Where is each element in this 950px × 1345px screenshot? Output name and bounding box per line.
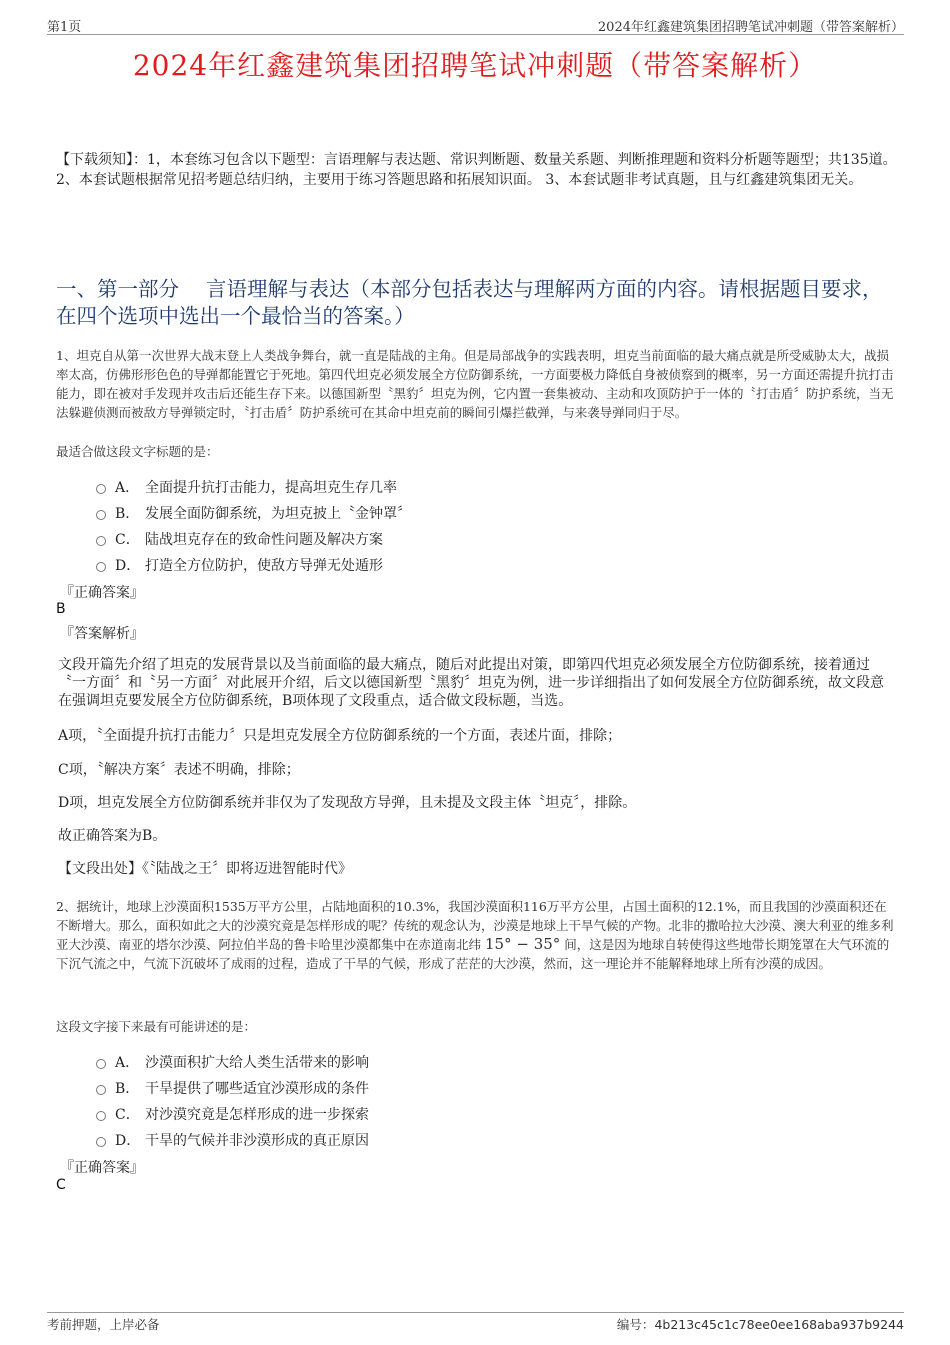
option-letter: D． (115, 558, 141, 574)
question-2-text-after: 间，这是因为地球自转使得这些地带长期笼罩在大气环流的下沉气流之中，气流下沉破坏了成雨的过程，造成了干旱的气候，形成了茫茫的大沙漠，然而，这一理论并不能解释地球上所有沙漠的成因。 (56, 937, 890, 971)
code-label: 编号： (616, 1317, 655, 1332)
analysis-paragraph: C项，〝解决方案〞表述不明确，排除； (58, 762, 300, 778)
question-1-option-b[interactable] (96, 503, 411, 523)
question-1-answer: B (56, 601, 66, 617)
document-code (617, 1315, 904, 1333)
source-citation: 【文段出处】《〝陆战之王〞即将迈进智能时代》 (58, 861, 352, 877)
analysis-paragraph: 故正确答案为B。 (58, 828, 167, 844)
question-1-option-d[interactable] (96, 555, 383, 575)
page-number: 第1页 (47, 20, 82, 35)
question-1-answer-label: 『正确答案』 (60, 585, 144, 601)
radio-icon[interactable] (96, 1137, 106, 1147)
question-2-answer-label: 『正确答案』 (60, 1160, 144, 1176)
section-title: 一、第一部分 言语理解与表达（本部分包括表达与理解两方面的内容。请根据题目要求，在四个选项中选出一个最恰当的答案。） (56, 277, 883, 328)
question-2-text (56, 897, 898, 973)
option-text: 陆战坦克存在的致命性问题及解决方案 (145, 532, 383, 548)
radio-icon[interactable] (96, 1111, 106, 1121)
analysis-paragraph: D项，坦克发展全方位防御系统并非仅为了发现敌方导弹，且未提及文段主体〝坦克〞，排除。 (58, 795, 637, 811)
question-1-option-a[interactable] (96, 477, 397, 497)
option-text: 干旱的气候并非沙漠形成的真正原因 (145, 1133, 369, 1149)
option-text: 发展全面防御系统，为坦克披上〝金钟罩〞 (145, 506, 411, 522)
analysis-paragraph: 文段开篇先介绍了坦克的发展背景以及当前面临的最大痛点，随后对此提出对策，即第四代坦克必须发展全方位防御系统，接着通过〝一方面〞和〝另一方面〞对此展开介绍，后文以德国新型〝黑豹〞坦克为例，进一步详细指出了如何发展全方位防御系统，故文段意在强调坦克要发展全方位防御系统，B项体现了文段重点，适合做文段标题，当选。 (58, 657, 884, 709)
option-text: 干旱提供了哪些适宜沙漠形成的条件 (145, 1081, 369, 1097)
latitude-range: 15° − 35° (485, 935, 561, 953)
question-2-option-b[interactable] (96, 1078, 369, 1098)
page-title: 2024年红鑫建筑集团招聘笔试冲刺题（带答案解析） (132, 49, 818, 82)
radio-icon[interactable] (96, 1085, 106, 1095)
option-text: 对沙漠究竟是怎样形成的进一步探索 (145, 1107, 369, 1123)
question-2-text-before: 2、据统计，地球上沙漠面积1535万平方公里，占陆地面积的10.3%，我国沙漠面积116万平方公里，占国土面积的12.1%，而且我国的沙漠面积还在不断增大。那么，面积如此之大的沙漠究竟是怎样形成的呢？传统的观念认为，沙漠是地球上干旱气候的产物。北非的撒哈拉大沙漠、澳大利亚的维多利亚大沙漠、南亚的塔尔沙漠、阿拉伯半岛的鲁卡哈里沙漠都集中在赤道南北纬 (56, 899, 894, 952)
option-text: 全面提升抗打击能力，提高坦克生存几率 (145, 480, 397, 496)
code-value: 4b213c45c1c78ee0ee168aba937b9244 (654, 1317, 904, 1332)
question-2-answer: C (56, 1177, 66, 1193)
download-notice: 【下载须知】：1，本套练习包含以下题型：言语理解与表达题、常识判断题、数量关系题、判断推理题和资料分析题等题型；共135道。 2、本套试题根据常见招考题总结归纳，主要用于练习答题思路和拓展知识面。 3、本套试题非考试真题，且与红鑫建筑集团无关。 (56, 152, 897, 188)
question-1-option-c[interactable] (96, 529, 383, 549)
page-footer (47, 1312, 904, 1333)
option-letter: C． (115, 532, 140, 548)
option-text: 打造全方位防护，使敌方导弹无处遁形 (145, 558, 383, 574)
question-1-prompt: 最适合做这段文字标题的是： (56, 444, 219, 459)
header-doc-title: 2024年红鑫建筑集团招聘笔试冲刺题（带答案解析） (597, 20, 904, 35)
page-header (47, 14, 904, 35)
question-2-option-c[interactable] (96, 1104, 369, 1124)
question-2-prompt: 这段文字接下来最有可能讲述的是： (56, 1019, 257, 1034)
analysis-paragraph: A项，〝全面提升抗打击能力〞只是坦克发展全方位防御系统的一个方面，表述片面，排除； (58, 728, 622, 744)
radio-icon[interactable] (96, 536, 106, 546)
radio-icon[interactable] (96, 1059, 106, 1069)
radio-icon[interactable] (96, 510, 106, 520)
question-1-text: 1、坦克自从第一次世界大战末登上人类战争舞台，就一直是陆战的主角。但是局部战争的实践表明，坦克当前面临的最大痛点就是所受威胁太大，战损率太高，仿佛形形色色的导弹都能置它于死地。第四代坦克必须发展全方位防御系统，一方面要极力降低自身被侦察到的概率，另一方面还需提升抗打击能力，即在被对手发现并攻击后还能生存下来。以德国新型〝黑豹〞坦克为例，它内置一套集被动、主动和攻顶防护于一体的〝打击盾〞防护系统，当无法躲避侦测而被敌方导弹锁定时，〝打击盾〞防护系统可在其命中坦克前的瞬间引爆拦截弹，与来袭导弹同归于尽。 (56, 348, 894, 420)
question-2-option-d[interactable] (96, 1130, 369, 1150)
option-text: 沙漠面积扩大给人类生活带来的影响 (145, 1055, 369, 1071)
radio-icon[interactable] (96, 562, 106, 572)
option-letter: B． (115, 1081, 140, 1097)
question-1-analysis-label: 『答案解析』 (60, 626, 144, 642)
option-letter: B． (115, 506, 140, 522)
radio-icon[interactable] (96, 484, 106, 494)
option-letter: A． (115, 480, 140, 496)
option-letter: C． (115, 1107, 140, 1123)
question-2-option-a[interactable] (96, 1052, 369, 1072)
option-letter: D． (115, 1133, 141, 1149)
option-letter: A． (115, 1055, 140, 1071)
footer-slogan: 考前押题，上岸必备 (47, 1317, 160, 1332)
